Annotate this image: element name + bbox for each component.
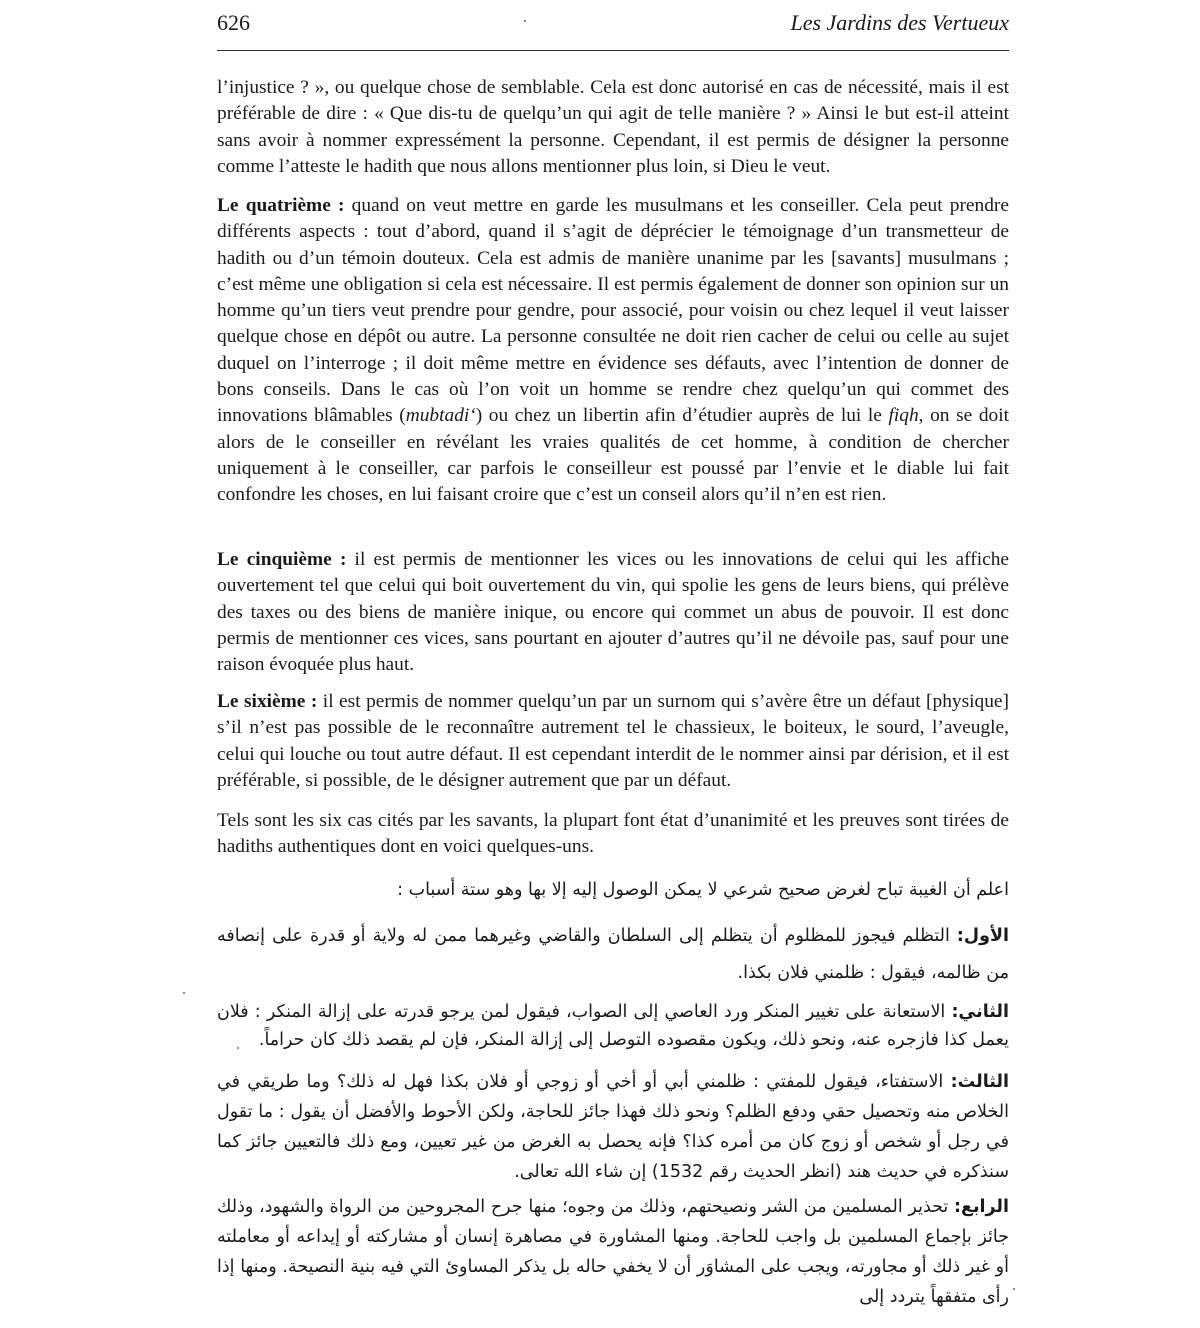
- scan-speck: [524, 20, 526, 22]
- arabic-third-reason: [217, 1067, 1009, 1187]
- french-paragraph-sixth-case: [217, 689, 1009, 794]
- case-label: Le cinquième :: [217, 549, 347, 570]
- french-paragraph-conclusion: Tels sont les six cas cités par les savants, la plupart font état d’unanimité et les preuves sont tirées de hadiths authentiques dont en voici quelques-uns.: [217, 810, 1009, 858]
- french-paragraph-fourth-case: [217, 193, 1009, 509]
- arabic-second-reason: [217, 998, 1009, 1054]
- arabic-intro: اعلم أن الغيبة تباح لغرض صحيح شرعي لا يمكن الوصول إليه إلا بها وهو ستة أسباب :: [397, 880, 1009, 900]
- reason-label: الثالث:: [950, 1072, 1009, 1092]
- arabic-term: fiqh: [888, 405, 919, 427]
- paragraph-text: quand on veut mettre en garde les musulmans et les conseiller. Cela peut prendre différents aspects : tout d’abord, quand il s’agit de déprécier le témoignage d’un transmetteur de hadith ou d’un témoin douteux. Cela est admis de manière unanime par les [savants] musulmans ; c’est même une obligation si cela est nécessaire. Il est permis également de donner son opinion sur un homme qu’un tiers veut prendre pour gendre, pour associé, pour voisin ou chez lequel il veut laisser quelque chose en dépôt ou autre. La personne consultée ne doit rien cacher de celui ou celle au sujet duquel on l’interroge ; il doit même mettre en évidence ses défauts, avec l’intention de donner de bons conseils. Dans le cas où l’on voit un homme se rendre chez quelqu’un qui commet des innovations blâmables (: [217, 195, 1009, 427]
- case-label: Le sixième :: [217, 691, 318, 712]
- page-header: [217, 10, 1009, 42]
- reason-text: الاستعانة على تغيير المنكر ورد العاصي إلى الصواب، فيقول لمن يرجو قدرته على إزالة المنكر : فلان يعمل كذا فازجره عنه، ونحو ذلك، ويكون مقصوده التوصل إلى إزالة المنكر، فإن لم يقصد ذلك كان حراماً.: [217, 1002, 1009, 1050]
- scan-speck: [237, 1047, 239, 1049]
- paragraph-text: ) ou chez un libertin afin d’étudier auprès de lui le: [475, 405, 889, 427]
- page-number: 626: [217, 10, 250, 35]
- reason-label: الأول:: [956, 926, 1009, 946]
- reason-label: الرابع:: [954, 1197, 1009, 1217]
- reason-text: التظلم فيجوز للمظلوم أن يتظلم إلى السلطان والقاضي وغيرهما ممن له ولاية أو قدرة على إنصافه من ظالمه، فيقول : ظلمني فلان بكذا.: [217, 926, 1009, 983]
- reason-text: تحذير المسلمين من الشر ونصيحتهم، وذلك من وجوه؛ منها جرح المجروحين من الرواة والشهود، وذلك جائز بإجماع المسلمين بل واجب للحاجة. ومنها المشاورة في مصاهرة إنسان أو مشاركته أو إيداعه أو معاملته أو غير ذلك أو مجاورته، ويجب على المشاوَر أن لا يخفي حاله بل يذكر المساوئ التي فيه بنية النصيحة. ومنها إذا رأى متفقهاً يتردد إلى: [217, 1197, 1009, 1307]
- running-title: Les Jardins des Vertueux: [790, 10, 1009, 35]
- scan-speck: [1013, 1288, 1015, 1290]
- reason-label: الثاني:: [951, 1002, 1009, 1022]
- french-paragraph-continuation: l’injustice ? », ou quelque chose de semblable. Cela est donc autorisé en cas de nécessité, mais il est préférable de dire : « Que dis-tu de quelqu’un qui agit de telle manière ? » Ainsi le but est-il atteint sans avoir à nommer expressément la personne. Cependant, il est permis de désigner la personne comme l’atteste le hadith que nous allons mentionner plus loin, si Dieu le veut.: [217, 77, 1009, 177]
- arabic-fourth-reason: [217, 1192, 1009, 1312]
- paragraph-text: il est permis de nommer quelqu’un par un surnom qui s’avère être un défaut [physique] s’il n’est pas possible de le reconnaître autrement tel le chassieux, le boiteux, le sourd, l’aveugle, celui qui louche ou tout autre défaut. Il est cependant interdit de le nommer ainsi par dérision, et il est préférable, si possible, de le désigner autrement que par un défaut.: [217, 691, 1009, 791]
- french-paragraph-fifth-case: [217, 547, 1009, 678]
- reason-text: الاستفتاء، فيقول للمفتي : ظلمني أبي أو أخي أو زوجي أو فلان بكذا فهل له ذلك؟ وما طريقي في الخلاص منه وتحصيل حقي ودفع الظلم؟ ونحو ذلك فهذا جائز للحاجة، ولكن الأحوط والأفضل أن يقول : ما تقول في رجل أو شخص أو زوج كان من أمره كذا؟ فإنه يحصل به الغرض من غير تعيين، ومع ذلك فالتعيين جائز كما سنذكره في حديث هند (انظر الحديث رقم 1532) إن شاء الله تعالى.: [217, 1072, 1009, 1182]
- header-rule: [217, 50, 1009, 51]
- scan-speck: [183, 992, 185, 994]
- paragraph-text: , on se doit alors de le conseiller en révélant les vraies qualités de cet homme, à condition de chercher uniquement à le conseiller, car parfois le conseilleur est poussé par l’envie et le diable lui fait confondre les choses, en lui faisant croire que c’est un conseil alors qu’il n’en est rien.: [217, 405, 1009, 506]
- paragraph-text: il est permis de mentionner les vices ou les innovations de celui qui les affiche ouvertement tel que celui qui boit ouvertement du vin, qui spolie les gens de leurs biens, qui prélève des taxes ou des biens de manière inique, ou encore qui commet un abus de pouvoir. Il est donc permis de mentionner ces vices, sans pourtant en ajouter d’autres qu’il ne dévoile pas, sauf pour une raison évoquée plus haut.: [217, 549, 1009, 676]
- arabic-first-reason: [217, 918, 1009, 992]
- arabic-term: mubtadi‘: [405, 405, 476, 427]
- case-label: Le quatrième :: [217, 195, 345, 216]
